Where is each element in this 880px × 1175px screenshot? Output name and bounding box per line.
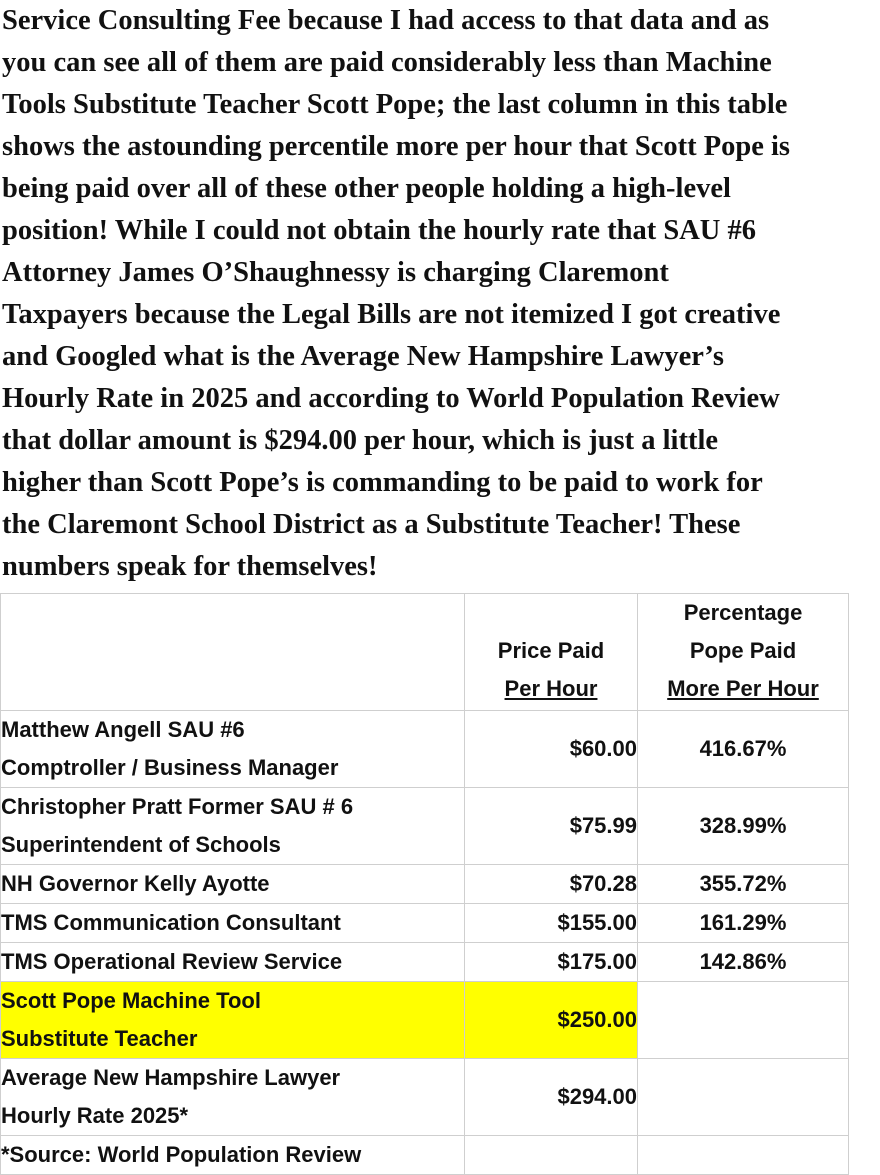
row-name xyxy=(1,788,465,865)
table-row xyxy=(1,943,849,982)
header-price-line: Per Hour xyxy=(504,676,598,701)
table-row xyxy=(1,1059,849,1136)
row-price: $294.00 xyxy=(465,1059,638,1136)
table-row xyxy=(1,1136,849,1175)
paragraph-line: Service Consulting Fee because I had access to that data and as xyxy=(2,5,770,36)
table-row-highlighted xyxy=(1,982,849,1059)
table-row xyxy=(1,788,849,865)
row-name-line: Superintendent of Schools xyxy=(1,832,281,857)
header-pct-line: Percentage xyxy=(683,600,803,625)
row-percentage: 416.67% xyxy=(638,711,849,788)
row-name-line: NH Governor Kelly Ayotte xyxy=(1,871,270,896)
table-row xyxy=(1,865,849,904)
paragraph-line: Hourly Rate in 2025 and according to World Population Review xyxy=(2,383,780,414)
row-price: $70.28 xyxy=(465,865,638,904)
row-name-line: Comptroller / Business Manager xyxy=(1,755,339,780)
paragraph-line: the Claremont School District as a Substitute Teacher! These xyxy=(2,509,741,540)
row-percentage: 161.29% xyxy=(638,904,849,943)
row-name xyxy=(1,982,465,1059)
row-name xyxy=(1,943,465,982)
row-name-line: *Source: World Population Review xyxy=(1,1142,362,1167)
paragraph-line: and Googled what is the Average New Hampshire Lawyer’s xyxy=(2,341,724,372)
paragraph-line: you can see all of them are paid considerably less than Machine xyxy=(2,47,772,78)
body-paragraph xyxy=(2,0,880,588)
header-empty-cell xyxy=(1,594,465,711)
header-price-per-hour xyxy=(465,594,638,711)
paragraph-line: Tools Substitute Teacher Scott Pope; the last column in this table xyxy=(2,89,788,120)
paragraph-line: position! While I could not obtain the hourly rate that SAU #6 xyxy=(2,215,757,246)
row-percentage xyxy=(638,1059,849,1136)
row-price: $75.99 xyxy=(465,788,638,865)
row-percentage: 355.72% xyxy=(638,865,849,904)
paragraph-line: Taxpayers because the Legal Bills are not itemized I got creative xyxy=(2,299,781,330)
row-price: $250.00 xyxy=(465,982,638,1059)
row-price xyxy=(465,1136,638,1175)
row-name-line: Christopher Pratt Former SAU # 6 xyxy=(1,794,354,819)
paragraph-line: higher than Scott Pope’s is commanding to be paid to work for xyxy=(2,467,763,498)
row-percentage xyxy=(638,982,849,1059)
row-price: $60.00 xyxy=(465,711,638,788)
row-percentage: 328.99% xyxy=(638,788,849,865)
row-name-line: TMS Communication Consultant xyxy=(1,910,341,935)
row-percentage xyxy=(638,1136,849,1175)
hourly-rate-table xyxy=(0,593,849,1175)
header-price-line: Price Paid xyxy=(497,638,605,663)
row-name-line: Substitute Teacher xyxy=(1,1026,198,1051)
row-name-line: TMS Operational Review Service xyxy=(1,949,343,974)
paragraph-line: Attorney James O’Shaughnessy is charging Claremont xyxy=(2,257,669,288)
paragraph-line: being paid over all of these other people holding a high-level xyxy=(2,173,731,204)
row-name-line: Matthew Angell SAU #6 xyxy=(1,717,245,742)
row-name xyxy=(1,1059,465,1136)
row-name xyxy=(1,904,465,943)
row-name xyxy=(1,1136,465,1175)
paragraph-line: shows the astounding percentile more per hour that Scott Pope is xyxy=(2,131,790,162)
row-price: $155.00 xyxy=(465,904,638,943)
row-name xyxy=(1,711,465,788)
paragraph-line: that dollar amount is $294.00 per hour, which is just a little xyxy=(2,425,719,456)
row-name-line: Scott Pope Machine Tool xyxy=(1,988,261,1013)
row-name-line: Hourly Rate 2025* xyxy=(1,1103,189,1128)
header-percentage-more xyxy=(638,594,849,711)
table-row xyxy=(1,904,849,943)
header-pct-line: Pope Paid xyxy=(689,638,797,663)
table-row xyxy=(1,711,849,788)
row-name-line: Average New Hampshire Lawyer xyxy=(1,1065,341,1090)
row-price: $175.00 xyxy=(465,943,638,982)
row-name xyxy=(1,865,465,904)
paragraph-line: numbers speak for themselves! xyxy=(2,551,378,582)
header-pct-line: More Per Hour xyxy=(667,676,819,701)
row-percentage: 142.86% xyxy=(638,943,849,982)
table-header-row xyxy=(1,594,849,711)
